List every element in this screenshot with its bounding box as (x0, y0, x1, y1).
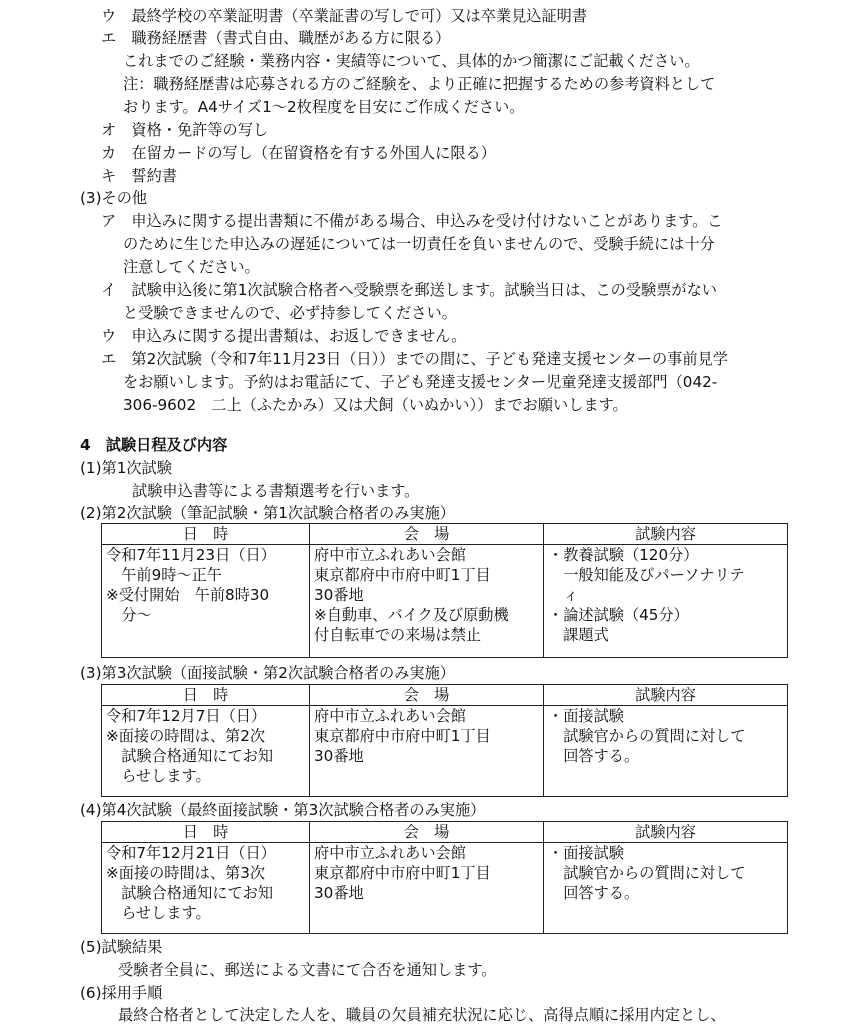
cell-venue: 府中市立ふれあい会館 東京都府中市府中町1丁目 30番地 (310, 706, 544, 797)
result-heading: (5)試験結果 (80, 938, 163, 956)
header-venue: 会 場 (310, 685, 544, 706)
header-date: 日 時 (102, 524, 310, 545)
cell-venue: 府中市立ふれあい会館 東京都府中市府中町1丁目 30番地 (310, 843, 544, 934)
other-item-a-cont: のために生じた申込みの遅延については一切責任を負いませんので、受験手続には十分 (123, 235, 715, 253)
doc-item-ka: カ 在留カードの写し（在留資格を有する外国人に限る） (101, 144, 496, 162)
header-date: 日 時 (102, 685, 310, 706)
third-exam-table (101, 684, 788, 797)
cell-content: ・面接試験 試験官からの質問に対して 回答する。 (544, 843, 788, 934)
section4-title: 4 試験日程及び内容 (80, 436, 228, 454)
second-exam-table (101, 523, 788, 658)
cell-date: 令和7年12月21日（日） ※面接の時間は、第3次 試験合格通知にてお知 らせします。 (102, 843, 310, 934)
doc-item-o: オ 資格・免許等の写し (101, 121, 269, 139)
doc-item-u: ウ 最終学校の卒業証明書（卒業証書の写しで可）又は卒業見込証明書 (101, 7, 587, 25)
other-item-i-cont: と受験できませんので、必ず持参してください。 (123, 304, 457, 322)
header-content: 試験内容 (544, 685, 788, 706)
cell-date: 令和7年12月7日（日） ※面接の時間は、第2次 試験合格通知にてお知 らせします。 (102, 706, 310, 797)
header-venue: 会 場 (310, 524, 544, 545)
third-exam-heading: (3)第3次試験（面接試験・第2次試験合格者のみ実施） (80, 664, 455, 682)
table-header-row (102, 524, 788, 545)
table-header-row (102, 685, 788, 706)
doc-item-ki: キ 誓約書 (101, 167, 177, 185)
fourth-exam-table (101, 821, 788, 934)
other-heading: (3)その他 (80, 189, 148, 207)
other-item-u: ウ 申込みに関する提出書類は、お返しできません。 (101, 327, 467, 345)
table-row (102, 545, 788, 658)
header-date: 日 時 (102, 822, 310, 843)
other-item-a-cont: 注意してください。 (123, 258, 260, 276)
other-item-e-cont: をお願いします。予約はお電話にて、子ども発達支援センター児童発達支援部門（042- (123, 373, 718, 391)
header-venue: 会 場 (310, 822, 544, 843)
doc-item-e-body: これまでのご経験・業務内容・実績等について、具体的かつ簡潔にご記載ください。 (123, 52, 700, 70)
other-item-e: エ 第2次試験（令和7年11月23日（日））までの間に、子ども発達支援センターの事前見学 (101, 350, 728, 368)
header-content: 試験内容 (544, 524, 788, 545)
first-exam-heading: (1)第1次試験 (80, 459, 172, 477)
first-exam-body: 試験申込書等による書類選考を行います。 (132, 482, 420, 500)
table-row (102, 843, 788, 934)
result-body: 受験者全員に、郵送による文書にて合否を通知します。 (118, 961, 497, 979)
table-header-row (102, 822, 788, 843)
doc-item-e-note-cont: おります。A4サイズ1～2枚程度を目安にご作成ください。 (123, 98, 525, 116)
hiring-heading: (6)採用手順 (80, 984, 163, 1002)
second-exam-heading: (2)第2次試験（筆記試験・第1次試験合格者のみ実施） (80, 504, 455, 522)
header-content: 試験内容 (544, 822, 788, 843)
cell-venue: 府中市立ふれあい会館 東京都府中市府中町1丁目 30番地 ※自動車、バイク及び原動機 付自転車での来場は禁止 (310, 545, 544, 658)
cell-date: 令和7年11月23日（日） 午前9時～正午 ※受付開始 午前8時30 分～ (102, 545, 310, 658)
other-item-a: ア 申込みに関する提出書類に不備がある場合、申込みを受け付けないことがあります。こ (101, 212, 723, 230)
other-item-i: イ 試験申込後に第1次試験合格者へ受験票を郵送します。試験当日は、この受験票がない (101, 281, 717, 299)
doc-item-e-note: 注：職務経歴書は応募される方のご経験を、より正確に把握するための参考資料として (123, 75, 716, 93)
table-row (102, 706, 788, 797)
fourth-exam-heading: (4)第4次試験（最終面接試験・第3次試験合格者のみ実施） (80, 801, 486, 819)
doc-item-e: エ 職務経歴書（書式自由、職歴がある方に限る） (101, 29, 451, 47)
hiring-body: 最終合格者として決定した人を、職員の欠員補充状況に応じ、高得点順に採用内定とし、 (118, 1006, 726, 1024)
cell-content: ・面接試験 試験官からの質問に対して 回答する。 (544, 706, 788, 797)
other-item-e-cont: 306-9602 二上（ふたかみ）又は犬飼（いぬかい））までお願いします。 (123, 396, 628, 414)
cell-content: ・教養試験（120分） 一般知能及びパーソナリテ ィ ・論述試験（45分） 課題式 (544, 545, 788, 658)
